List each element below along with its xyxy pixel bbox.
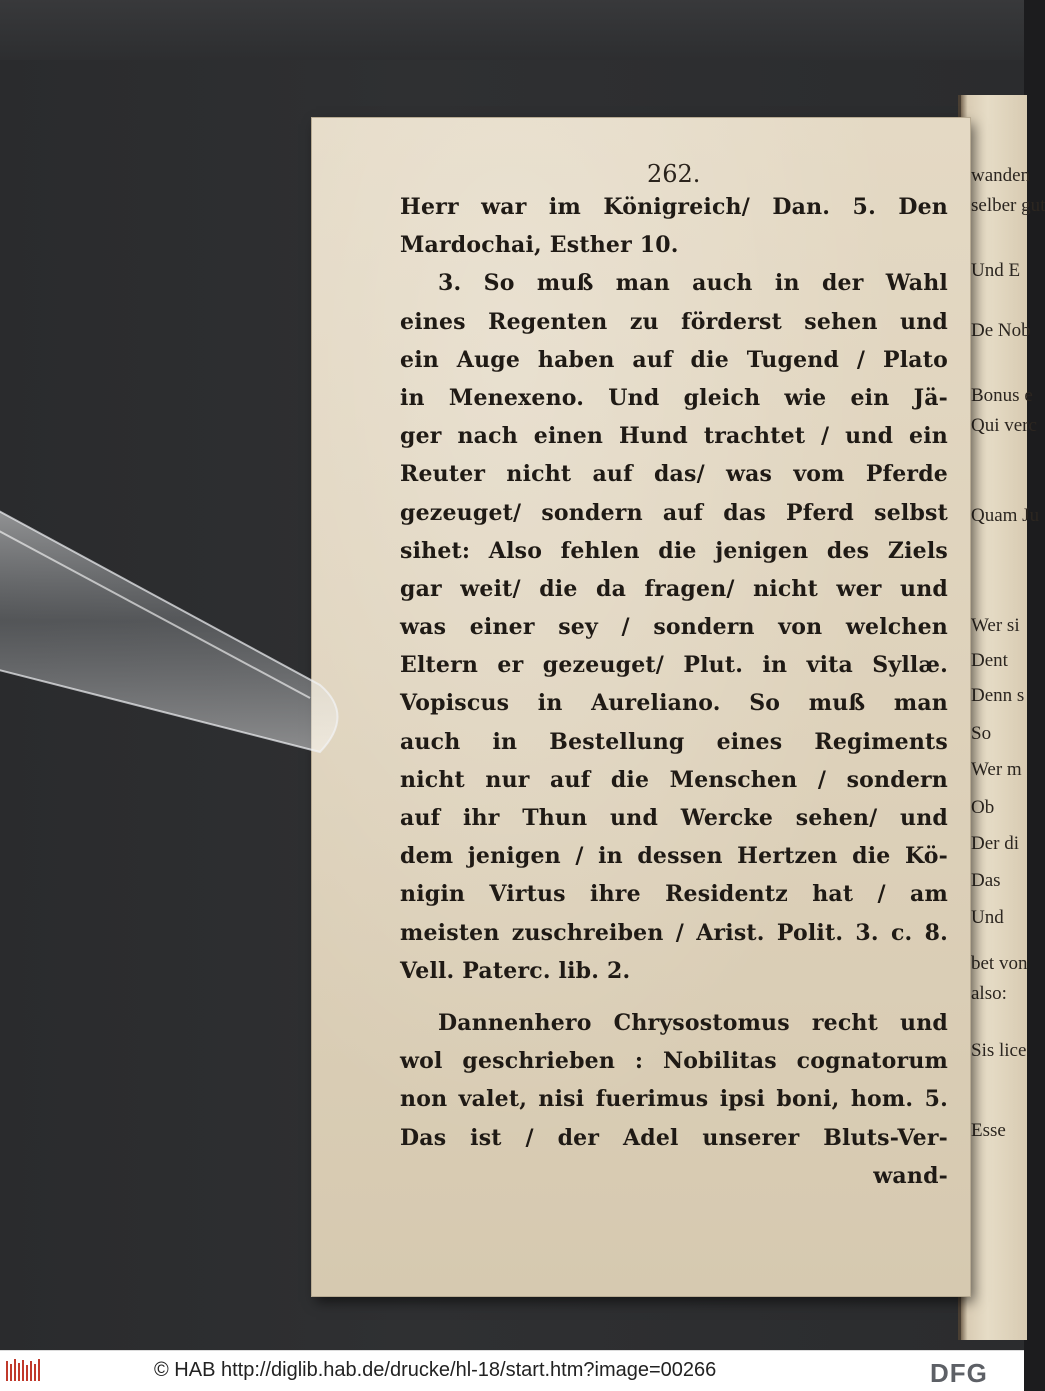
text-line: 3. So muß man auch in der Wahl xyxy=(438,270,948,297)
text-line: in Menexeno. Und gleich wie ein Jä- xyxy=(400,384,948,411)
text-line: Vopiscus in Aureliano. So muß man xyxy=(400,690,948,717)
margin-line: selber gut xyxy=(971,195,1045,216)
text-line: gar weit/ die da fragen/ nicht wer und xyxy=(400,575,948,602)
copyright-link[interactable]: © HAB http://diglib.hab.de/drucke/hl-18/start.htm?image=00266 xyxy=(154,1359,717,1381)
text-line: wol geschrieben : Nobilitas cognatorum xyxy=(400,1048,948,1075)
margin-line: Und E xyxy=(971,260,1021,281)
text-line: ger nach einen Hund trachtet / und ein xyxy=(400,423,948,450)
hab-barcode-icon xyxy=(6,1359,44,1383)
text-line: was einer sey / sondern von welchen xyxy=(400,614,948,641)
margin-line: So xyxy=(971,723,992,744)
text-line: meisten zuschreiben / Arist. Polit. 3. c. 8. xyxy=(400,919,948,946)
margin-line: Das xyxy=(971,870,1001,891)
margin-line: Quam Ju xyxy=(971,505,1040,526)
text-line: sihet: Also fehlen die jenigen des Ziels xyxy=(400,537,948,564)
dfg-logo: DFG xyxy=(930,1358,988,1388)
catchword: wand- xyxy=(873,1162,948,1189)
text-line: nigin Virtus ihre Residentz hat / am xyxy=(400,881,948,908)
margin-line: De Nob xyxy=(971,320,1031,341)
margin-line: bet von xyxy=(971,953,1028,974)
text-line: eines Regenten zu förderst sehen und xyxy=(400,308,948,335)
margin-line: Der di xyxy=(971,833,1020,854)
book-page xyxy=(312,118,970,1296)
text-line: auf ihr Thun und Wercke sehen/ und xyxy=(400,805,948,831)
text-line: Mardochai, Esther 10. xyxy=(400,232,679,259)
margin-line: Qui verc xyxy=(971,415,1037,436)
margin-line: Und xyxy=(971,907,1004,928)
text-line: Vell. Paterc. lib. 2. xyxy=(400,957,631,984)
margin-line: Wer m xyxy=(971,759,1022,780)
margin-line: Wer si xyxy=(971,615,1020,636)
text-line: Das ist / der Adel unserer Bluts-Ver- xyxy=(400,1124,948,1151)
glass-pointer xyxy=(0,470,360,770)
background-board xyxy=(0,0,1024,60)
margin-line: Denn s xyxy=(971,685,1025,706)
text-line: gezeuget/ sondern auf das Pferd selbst xyxy=(400,499,948,526)
margin-line: Esse xyxy=(971,1120,1006,1141)
margin-line: Bonus e xyxy=(971,385,1033,406)
page-text-block xyxy=(400,188,948,1195)
text-line: Dannenhero Chrysostomus recht und xyxy=(438,1009,948,1036)
text-line: non valet, nisi fuerimus ipsi boni, hom. 5. xyxy=(400,1086,948,1113)
margin-line: Dent xyxy=(971,650,1008,671)
margin-line: wanden xyxy=(971,165,1031,186)
text-line: Herr war im Königreich/ Dan. 5. Den xyxy=(400,194,948,220)
text-line: auch in Bestellung eines Regiments xyxy=(400,728,948,755)
text-line: Eltern er gezeuget/ Plut. in vita Syllæ. xyxy=(400,652,948,679)
text-line: dem jenigen / in dessen Hertzen die Kö- xyxy=(400,843,948,870)
paragraph-gap xyxy=(400,990,948,1004)
page-number: 262. xyxy=(647,160,701,188)
text-line: Reuter nicht auf das/ was vom Pferde xyxy=(400,461,948,488)
text-line: nicht nur auf die Menschen / sondern xyxy=(400,766,948,793)
margin-line: also: xyxy=(971,983,1007,1004)
text-line: ein Auge haben auf die Tugend / Plato xyxy=(400,346,948,373)
margin-line: Ob xyxy=(971,797,995,818)
footer-bar xyxy=(0,1350,1024,1391)
margin-line: Sis lice xyxy=(971,1040,1027,1061)
